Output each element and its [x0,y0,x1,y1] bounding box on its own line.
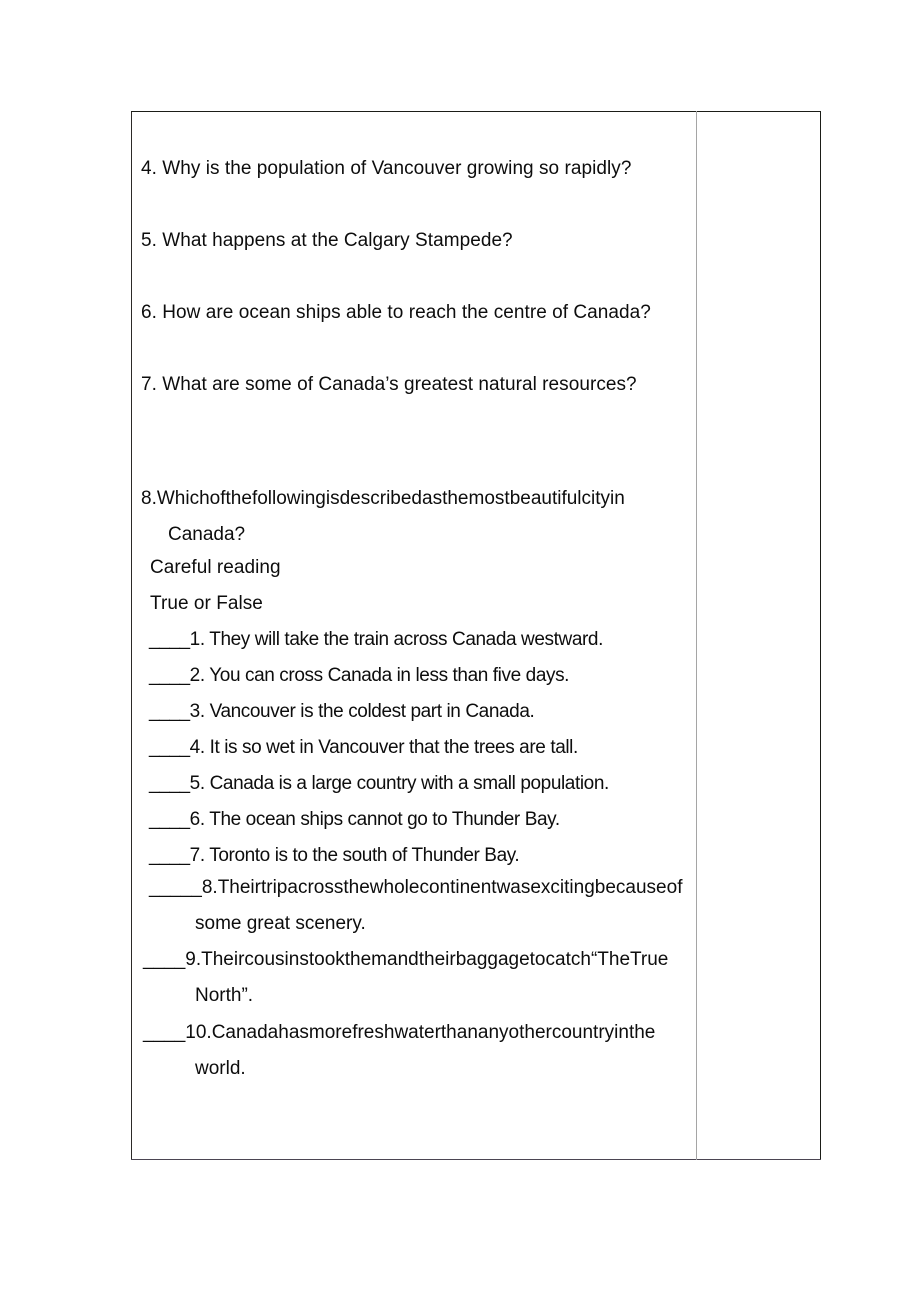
true-false-item-4-text: 4. It is so wet in Vancouver that the trees are tall. [189,737,578,758]
true-false-item-2-text: 2. You can cross Canada in less than five days. [189,665,570,686]
true-false-item-4-blank[interactable]: ____ [149,737,190,758]
question-8 [141,481,687,553]
true-false-item-9 [143,942,687,1014]
true-false-item-7-text: 7. Toronto is to the south of Thunder Bay. [189,845,520,866]
true-false-item-9-line-1 [143,942,687,978]
question-6: 6. How are ocean ships able to reach the centre of Canada? [141,302,651,323]
true-false-item-4 [149,735,578,760]
true-false-item-9-line-1-words: ____9.Theircousinstookthemandtheirbaggagetocatch“TheTrue [143,949,669,970]
true-false-item-8 [149,870,687,942]
true-false-item-9-line-2: North”. [195,985,254,1006]
true-false-item-8-line-1 [149,870,687,906]
true-false-item-6 [149,807,560,832]
true-false-item-10-line-2: world. [195,1058,246,1079]
true-false-item-3-blank[interactable]: ____ [149,701,190,722]
true-false-item-7 [149,843,519,868]
true-false-item-8-line-2: some great scenery. [195,913,366,934]
true-false-item-5-blank[interactable]: ____ [149,773,190,794]
question-8-line-1 [141,481,687,517]
true-false-item-6-text: 6. The ocean ships cannot go to Thunder Bay. [189,809,560,830]
true-false-item-3 [149,699,534,724]
true-false-item-10-line-1-words: ____10.Canadahasmorefreshwaterthananyothercountryinthe [143,1022,656,1043]
question-4: 4. Why is the population of Vancouver growing so rapidly? [141,158,632,179]
worksheet-side-cell [697,112,821,1160]
heading-true-or-false: True or False [150,593,263,614]
true-false-item-2 [149,663,569,688]
worksheet-content-cell [132,112,697,1160]
question-8-line-1-words: 8.Whichofthefollowingisdescribedasthemostbeautifulcityin [141,488,625,509]
true-false-item-1 [149,627,603,652]
question-5: 5. What happens at the Calgary Stampede? [141,230,513,251]
true-false-item-7-blank[interactable]: ____ [149,845,190,866]
heading-careful-reading: Careful reading [150,557,281,578]
true-false-item-5-text: 5. Canada is a large country with a small population. [189,773,609,794]
true-false-item-10-line-1 [143,1015,687,1051]
true-false-item-8-line-1-words: _____8.Theirtripacrossthewholecontinentwasexcitingbecauseof [149,877,683,898]
question-8-line-2: Canada? [168,524,246,545]
true-false-item-3-text: 3. Vancouver is the coldest part in Canada. [189,701,535,722]
worksheet-table [131,111,821,1160]
question-7: 7. What are some of Canada’s greatest natural resources? [141,374,637,395]
true-false-item-1-blank[interactable]: ____ [149,629,190,650]
true-false-item-6-blank[interactable]: ____ [149,809,190,830]
true-false-item-1-text: 1. They will take the train across Canada westward. [189,629,603,650]
table-row [132,112,821,1160]
true-false-item-10 [143,1015,687,1087]
true-false-item-5 [149,771,609,796]
true-false-item-2-blank[interactable]: ____ [149,665,190,686]
worksheet-content [132,112,696,1159]
